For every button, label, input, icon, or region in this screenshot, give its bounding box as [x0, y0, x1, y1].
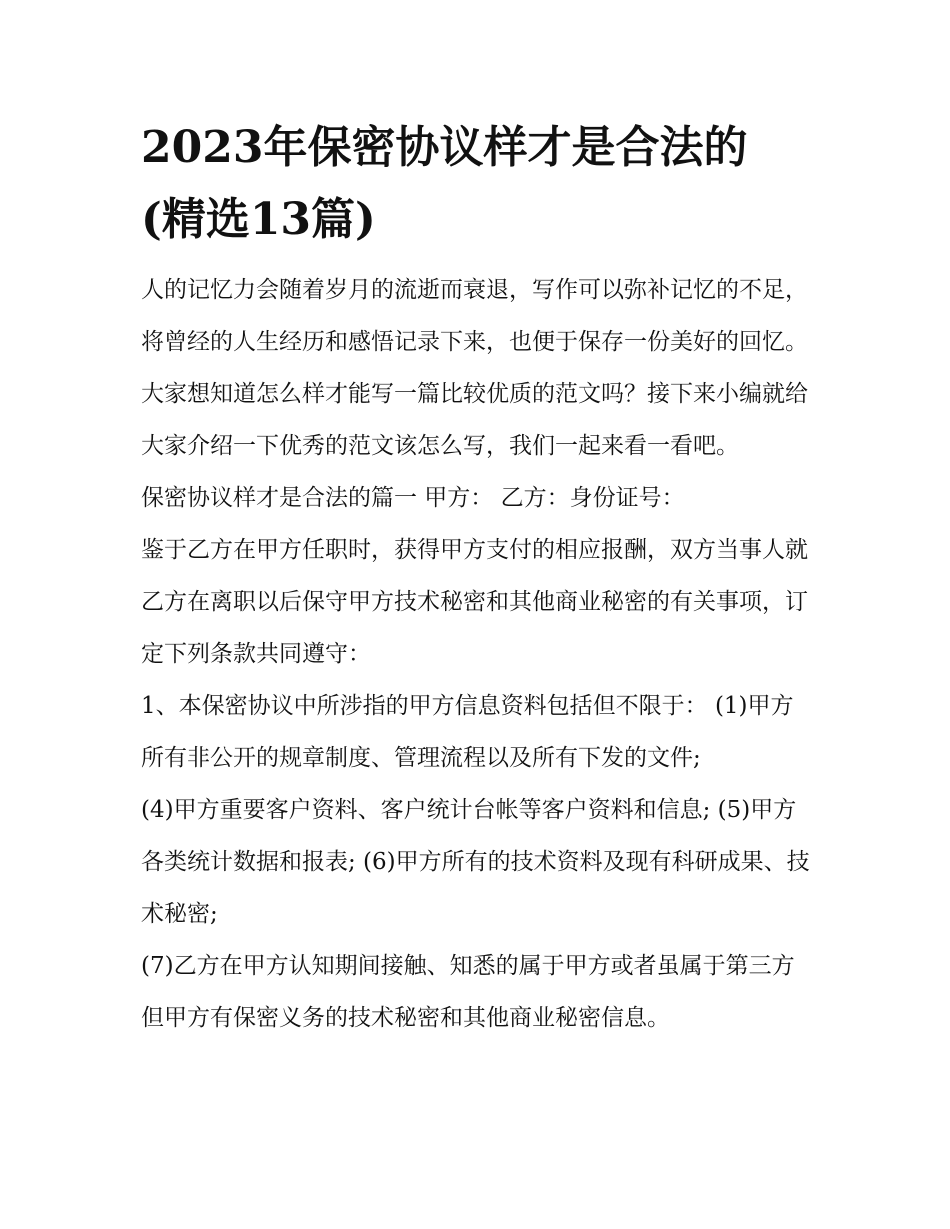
document-page: [141, 112, 813, 1044]
preamble-paragraph: 鉴于乙方在甲方任职时，获得甲方支付的相应报酬，双方当事人就乙方在离职以后保守甲方技术秘密和其他商业秘密的有关事项，订定下列条款共同遵守：: [141, 537, 808, 667]
title-line-2: (精选13篇): [141, 194, 376, 245]
intro-paragraph: 人的记忆力会随着岁月的流逝而衰退，写作可以弥补记忆的不足，将曾经的人生经历和感悟记录下来，也便于保存一份美好的回忆。大家想知道怎么样才能写一篇比较优质的范文吗？接下来小编就给大家介绍一下优秀的范文该怎么写，我们一起来看一看吧。: [141, 277, 808, 459]
title-line-1: 2023年保密协议样才是合法的: [141, 122, 748, 173]
clause-items-4-6-paragraph: (4)甲方重要客户资料、客户统计台帐等客户资料和信息; (5)甲方各类统计数据和报表; (6)甲方所有的技术资料及现有科研成果、技术秘密;: [141, 797, 810, 927]
document-title: [141, 112, 813, 256]
clause-item-7-paragraph: (7)乙方在甲方认知期间接触、知悉的属于甲方或者虽属于第三方但甲方有保密义务的技术秘密和其他商业秘密信息。: [141, 953, 795, 1031]
clause-1-paragraph: 1、本保密协议中所涉指的甲方信息资料包括但不限于： (1)甲方所有非公开的规章制度、管理流程以及所有下发的文件;: [141, 693, 794, 771]
parties-paragraph: 保密协议样才是合法的篇一 甲方： 乙方：身份证号：: [141, 485, 685, 511]
